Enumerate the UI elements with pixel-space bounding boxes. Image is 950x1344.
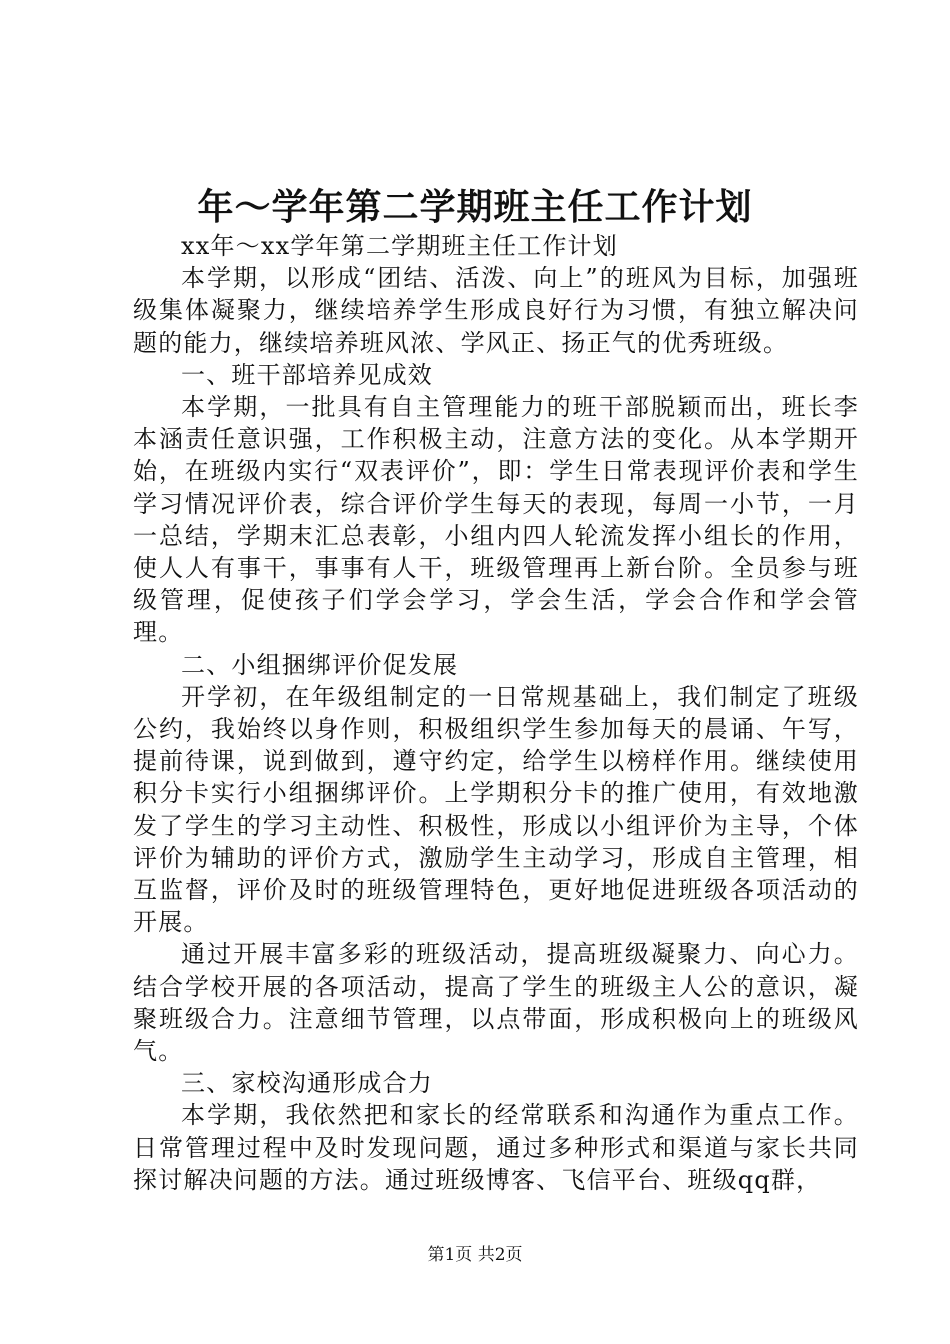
section-heading-1: 一、班干部培养见成效 — [181, 360, 433, 389]
subtitle-paragraph: xx年～xx学年第二学期班主任工作计划 — [181, 232, 618, 260]
section-heading-2: 二、小组捆绑评价促发展 — [181, 650, 459, 679]
intro-paragraph: 本学期，以形成“团结、活泼、向上”的班风为目标，加强班级集体凝聚力，继续培养学生形成良好行为习惯，有独立解决问题的能力，继续培养班风浓、学风正、扬正气的优秀班级。 — [133, 264, 859, 357]
document-title: 年～学年第二学期班主任工作计划 — [197, 186, 753, 228]
section-3-paragraph: 本学期，我依然把和家长的经常联系和沟通作为重点工作。日常管理过程中及时发现问题，通过多种形式和渠道与家长共同探讨解决问题的方法。通过班级博客、飞信平台、班级qq群， — [133, 1101, 859, 1194]
document-body — [133, 230, 859, 1196]
section-2-paragraph-2: 通过开展丰富多彩的班级活动，提高班级凝聚力、向心力。结合学校开展的各项活动，提高了学生的班级主人公的意识，凝聚班级合力。注意细节管理，以点带面，形成积极向上的班级风气。 — [133, 940, 859, 1066]
page-number-footer: 第1页 共2页 — [427, 1245, 523, 1265]
section-heading-3: 三、家校沟通形成合力 — [181, 1069, 433, 1098]
section-2-paragraph-1: 开学初，在年级组制定的一日常规基础上，我们制定了班级公约，我始终以身作则，积极组织学生参加每天的晨诵、午写，提前待课，说到做到，遵守约定，给学生以榜样作用。继续使用积分卡实行小组捆绑评价。上学期积分卡的推广使用，有效地激发了学生的学习主动性、积极性，形成以小组评价为主导，个体评价为辅助的评价方式，激励学生主动学习，形成自主管理，相互监督，评价及时的班级管理特色，更好地促进班级各项活动的开展。 — [133, 682, 859, 937]
section-1-paragraph: 本学期，一批具有自主管理能力的班干部脱颖而出，班长李本涵责任意识强，工作积极主动，注意方法的变化。从本学期开始，在班级内实行“双表评价”，即：学生日常表现评价表和学生学习情况评价表，综合评价学生每天的表现，每周一小节，一月一总结，学期末汇总表彰，小组内四人轮流发挥小组长的作用，使人人有事干，事事有人干，班级管理再上新台阶。全员参与班级管理，促使孩子们学会学习，学会生活，学会合作和学会管理。 — [133, 393, 859, 647]
